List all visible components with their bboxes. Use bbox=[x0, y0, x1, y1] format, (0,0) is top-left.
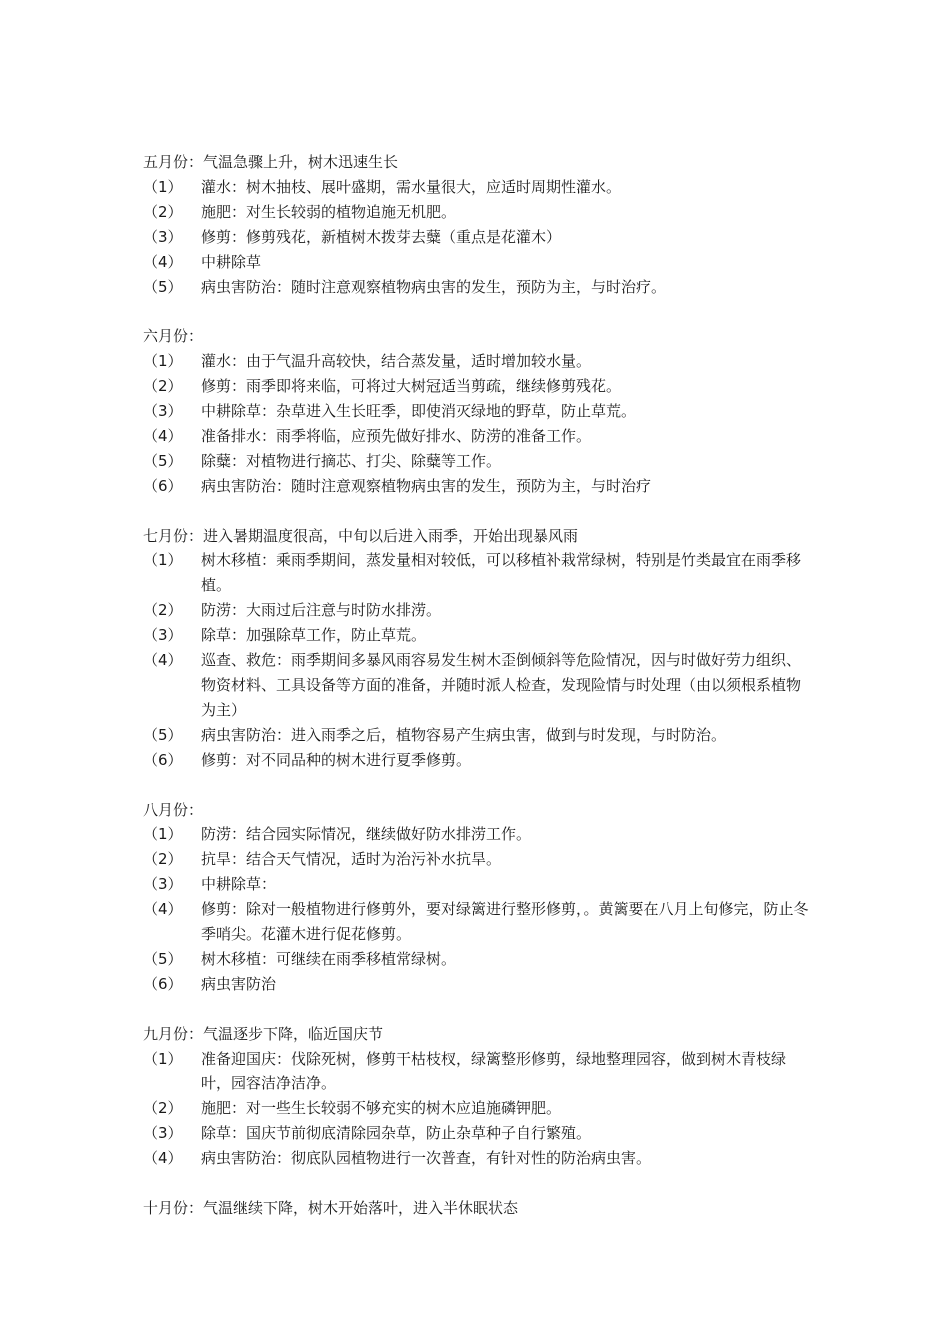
month-heading: 五月份：气温急骤上升，树木迅速生长 bbox=[143, 153, 399, 171]
month-heading: 九月份：气温逐步下降，临近国庆节 bbox=[143, 1024, 384, 1043]
item-number: （5） bbox=[143, 949, 183, 968]
list-item bbox=[143, 1047, 813, 1097]
item-number: （2） bbox=[143, 202, 183, 221]
item-text: 灌水：树木抽枝、展叶盛期，需水量很大，应适时周期性灌水。 bbox=[201, 177, 622, 196]
item-text: 修剪：修剪残花，新植树木拨芽去糵（重点是花灌木） bbox=[201, 227, 562, 246]
item-text: 除草：加强除草工作，防止草荒。 bbox=[201, 626, 427, 645]
item-text: 修剪：雨季即将来临，可将过大树冠适当剪疏，继续修剪残花。 bbox=[201, 377, 622, 396]
month-heading: 十月份：气温继续下降，树木开始落叶，进入半休眠状态 bbox=[143, 1198, 519, 1217]
item-text: 准备迎国庆：伐除死树，修剪干枯枝杈，绿篱整形修剪，绿地整理园容，做到树木青枝绿叶，园容洁净洁净。 bbox=[201, 1049, 787, 1093]
item-text: 除草：国庆节前彻底清除园杂草，防止杂草种子自行繁殖。 bbox=[201, 1124, 592, 1143]
item-text: 病虫害防治：彻底队园植物进行一次普查，有针对性的防治病虫害。 bbox=[201, 1149, 652, 1168]
item-number: （5） bbox=[143, 725, 183, 744]
list-item bbox=[143, 897, 813, 947]
list-item bbox=[143, 275, 813, 300]
list-item bbox=[143, 648, 813, 723]
item-text: 灌水：由于气温升高较快，结合蒸发量，适时增加较水量。 bbox=[201, 352, 592, 371]
item-text: 抗旱：结合天气情况，适时为治污补水抗旱。 bbox=[201, 850, 502, 869]
list-item bbox=[143, 225, 813, 250]
list-item bbox=[143, 947, 813, 972]
list-item bbox=[143, 847, 813, 872]
month-section bbox=[143, 524, 813, 773]
document-page bbox=[143, 150, 813, 1246]
list-item bbox=[143, 623, 813, 648]
list-item bbox=[143, 474, 813, 499]
list-item bbox=[143, 1096, 813, 1121]
item-number: （1） bbox=[143, 825, 183, 844]
item-number: （6） bbox=[143, 974, 183, 993]
item-number: （1） bbox=[143, 551, 183, 570]
item-number: （3） bbox=[143, 227, 183, 246]
item-text: 树木移植：乘雨季期间，蒸发量相对较低，可以移植补栽常绿树，特别是竹类最宜在雨季移植。 bbox=[201, 551, 802, 595]
item-number: （4） bbox=[143, 252, 183, 271]
list-item bbox=[143, 200, 813, 225]
item-text: 病虫害防治 bbox=[201, 974, 277, 993]
item-number: （4） bbox=[143, 426, 183, 445]
list-item bbox=[143, 399, 813, 424]
item-number: （4） bbox=[143, 1149, 183, 1168]
item-number: （5） bbox=[143, 451, 183, 470]
list-item bbox=[143, 424, 813, 449]
item-text: 病虫害防治：随时注意观察植物病虫害的发生，预防为主，与时治疗 bbox=[201, 476, 652, 495]
item-text: 修剪：除对一般植物进行修剪外，要对绿篱进行整形修剪，。黄篱要在八月上旬修完，防止冬季哨尖。花灌木进行促花修剪。 bbox=[201, 900, 809, 944]
item-number: （3） bbox=[143, 875, 183, 894]
month-heading: 六月份： bbox=[143, 327, 204, 346]
item-text: 中耕除草 bbox=[201, 252, 262, 271]
item-number: （2） bbox=[143, 1099, 183, 1118]
list-item bbox=[143, 349, 813, 374]
list-item bbox=[143, 548, 813, 598]
item-number: （4） bbox=[143, 651, 183, 670]
month-section bbox=[143, 798, 813, 997]
item-text: 树木移植：可继续在雨季移植常绿树。 bbox=[201, 949, 457, 968]
item-text: 准备排水：雨季将临，应预先做好排水、防涝的准备工作。 bbox=[201, 426, 592, 445]
list-item bbox=[143, 449, 813, 474]
item-number: （3） bbox=[143, 626, 183, 645]
list-item bbox=[143, 175, 813, 200]
item-text: 修剪：对不同品种的树木进行夏季修剪。 bbox=[201, 750, 472, 769]
item-number: （2） bbox=[143, 601, 183, 620]
item-text: 防涝：结合园实际情况，继续做好防水排涝工作。 bbox=[201, 825, 532, 844]
item-text: 中耕除草：杂草进入生长旺季，即使消灭绿地的野草，防止草荒。 bbox=[201, 402, 637, 421]
item-number: （3） bbox=[143, 402, 183, 421]
list-item bbox=[143, 250, 813, 275]
list-item bbox=[143, 972, 813, 997]
list-item bbox=[143, 723, 813, 748]
month-heading: 七月份：进入暑期温度很高，中旬以后进入雨季，开始出现暴风雨 bbox=[143, 526, 579, 545]
month-section bbox=[143, 1022, 813, 1171]
item-text: 防涝：大雨过后注意与时防水排涝。 bbox=[201, 601, 442, 620]
month-section bbox=[143, 324, 813, 498]
item-number: （3） bbox=[143, 1124, 183, 1143]
item-text: 病虫害防治：进入雨季之后，植物容易产生病虫害，做到与时发现，与时防治。 bbox=[201, 725, 727, 744]
item-number: （6） bbox=[143, 750, 183, 769]
list-item bbox=[143, 1121, 813, 1146]
item-number: （1） bbox=[143, 177, 183, 196]
list-item bbox=[143, 872, 813, 897]
item-number: （5） bbox=[143, 277, 183, 296]
month-heading: 八月份： bbox=[143, 800, 204, 819]
item-number: （1） bbox=[143, 1049, 183, 1068]
item-number: （6） bbox=[143, 476, 183, 495]
list-item bbox=[143, 822, 813, 847]
month-section bbox=[143, 1196, 813, 1221]
list-item bbox=[143, 374, 813, 399]
item-text: 施肥：对一些生长较弱不够充实的树木应追施磷钾肥。 bbox=[201, 1099, 562, 1118]
item-text: 巡查、救危：雨季期间多暴风雨容易发生树木歪倒倾斜等危险情况，因与时做好劳力组织、物资材料、工具设备等方面的准备，并随时派人检查，发现险情与时处理（由以须根系植物为主） bbox=[201, 651, 802, 719]
list-item bbox=[143, 598, 813, 623]
item-number: （4） bbox=[143, 900, 183, 919]
item-text: 除糵：对植物进行摘芯、打尖、除糵等工作。 bbox=[201, 451, 502, 470]
item-number: （2） bbox=[143, 850, 183, 869]
item-text: 施肥：对生长较弱的植物追施无机肥。 bbox=[201, 202, 457, 221]
list-item bbox=[143, 1146, 813, 1171]
item-text: 病虫害防治：随时注意观察植物病虫害的发生，预防为主，与时治疗。 bbox=[201, 277, 667, 296]
list-item bbox=[143, 748, 813, 773]
item-number: （1） bbox=[143, 352, 183, 371]
month-section bbox=[143, 150, 813, 299]
item-text: 中耕除草： bbox=[201, 875, 277, 894]
item-number: （2） bbox=[143, 377, 183, 396]
